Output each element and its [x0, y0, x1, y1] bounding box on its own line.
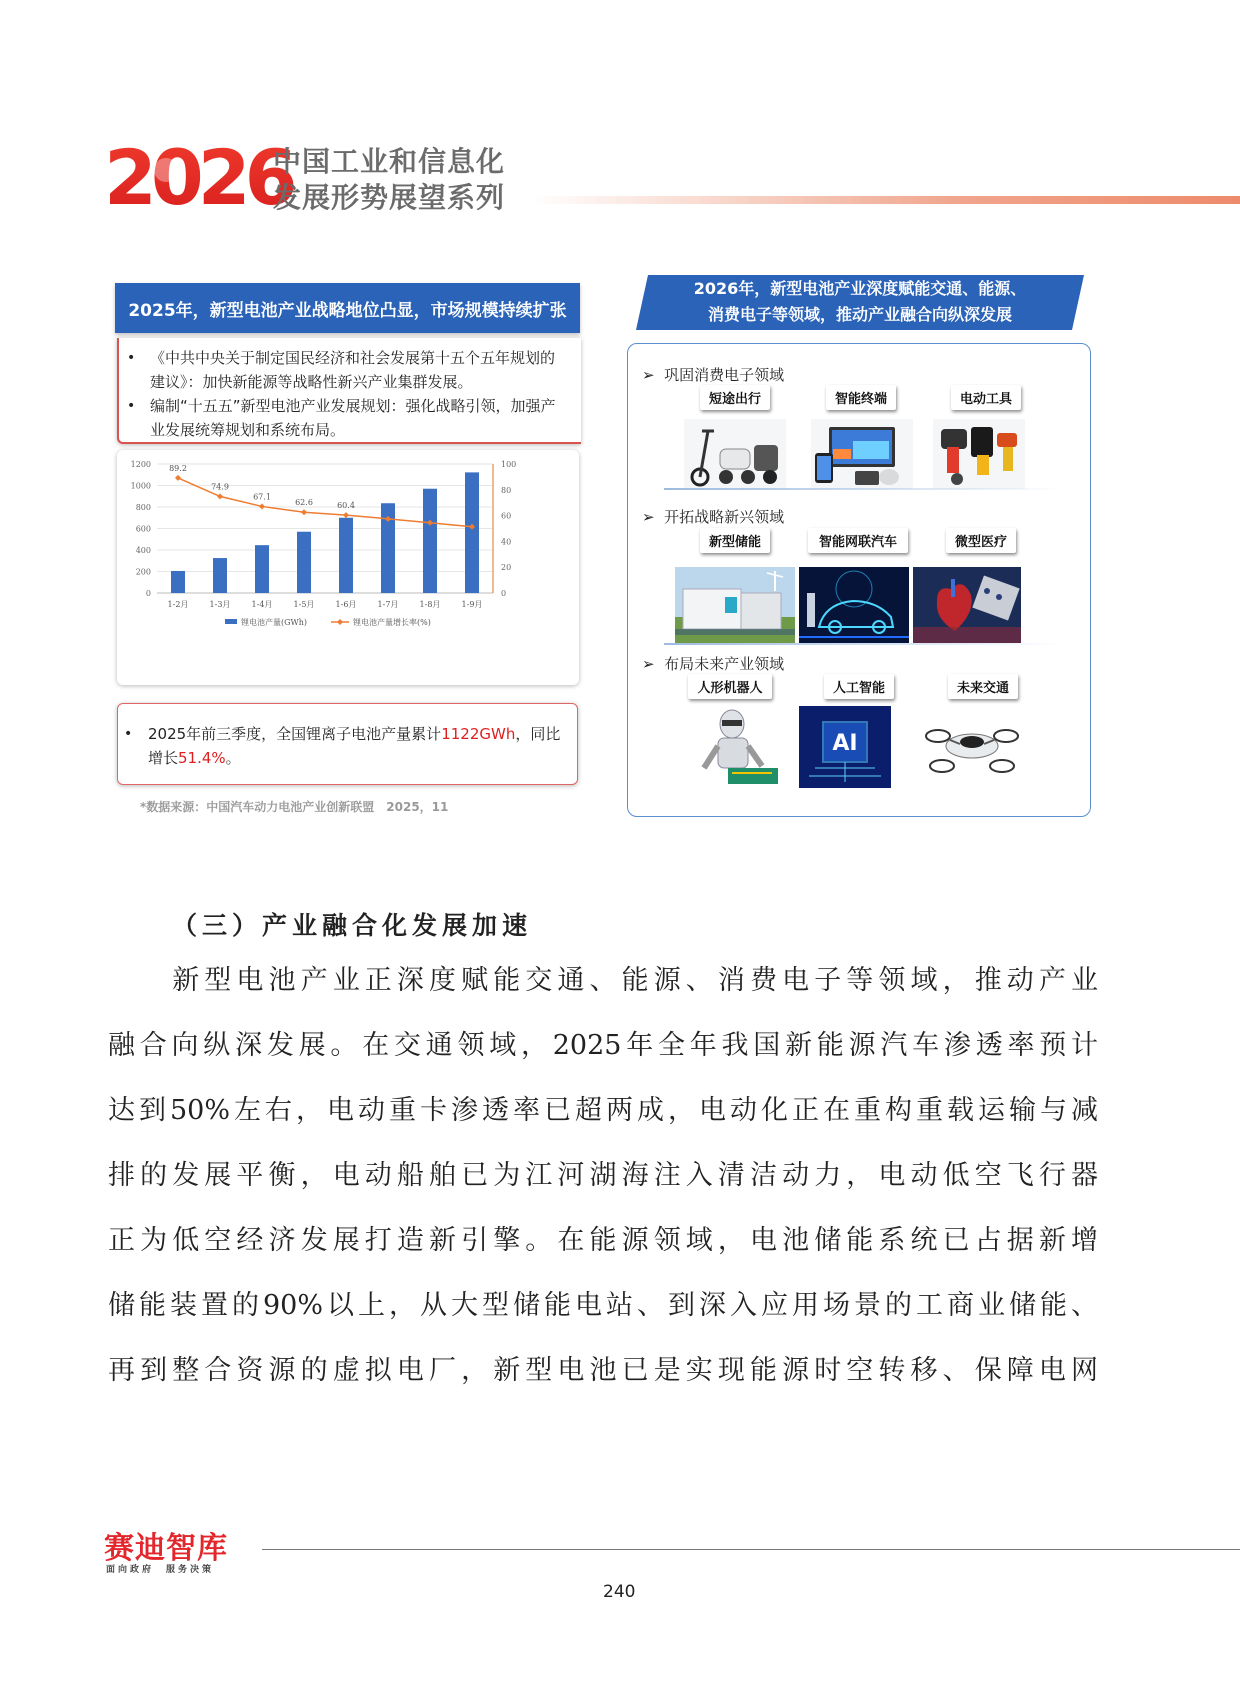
footer-logo: 赛迪智库	[104, 1531, 228, 1566]
chart-y-left-tick: 600	[135, 524, 151, 534]
arrow-bullet-icon: ➢	[642, 655, 655, 673]
paragraph-line: 再到整合资源的虚拟电厂，新型电池已是实现能源时空转移、保障电网	[108, 1355, 1098, 1386]
e-scooter-image	[684, 419, 786, 489]
section-future-industry-title: ➢ 布局未来产业领域	[642, 655, 785, 673]
ai-chip-label: AI	[832, 731, 858, 756]
chart-y-right-tick: 80	[501, 485, 512, 495]
chart-data-label: 60.4	[337, 501, 355, 511]
chart-bar	[255, 545, 269, 593]
right-banner-line2: 消费电子等领域，推动产业融合向纵深发展	[707, 305, 1012, 324]
series-title-line1: 中国工业和信息化	[273, 145, 506, 178]
chart-y-left-tick: 200	[135, 567, 151, 577]
humanoid-robot-image	[692, 706, 782, 788]
stat-line2-prefix: 增长	[148, 749, 179, 767]
smart-devices-image	[811, 419, 913, 489]
section-consumer-electronics-title: ➢ 巩固消费电子领域	[642, 366, 785, 384]
applications-frame	[627, 343, 1091, 817]
chip-humanoid-robot: 人形机器人	[688, 674, 772, 699]
paragraph-line: 储能装置的90%以上，从大型储能电站、到深入应用场景的工商业储能、	[108, 1290, 1098, 1321]
section-divider	[664, 488, 1064, 490]
chip-new-energy-storage: 新型储能	[700, 528, 770, 553]
chart-data-label: 62.6	[295, 498, 313, 508]
battery-output-chart	[117, 450, 579, 685]
stat-text	[148, 722, 568, 770]
ai-chip-image	[799, 706, 891, 788]
chart-data-label: 67.1	[253, 492, 271, 502]
chart-x-tick: 1-6月	[335, 600, 357, 609]
chart-bar	[297, 532, 311, 593]
chart-data-label: 74.9	[211, 482, 229, 492]
chart-legend-bar-label: 锂电池产量(GWh)	[241, 618, 308, 627]
chart-y-right-tick: 100	[501, 460, 517, 469]
arrow-bullet-icon: ➢	[642, 366, 655, 384]
chip-connected-vehicle: 智能网联汽车	[808, 528, 908, 553]
stat-prefix: 2025年前三季度，全国锂离子电池产量累计	[148, 725, 442, 743]
chart-y-left-tick: 400	[135, 546, 151, 555]
paragraph-line: 正为低空经济发展打造新引擎。在能源领域，电池储能系统已占据新增	[108, 1225, 1098, 1256]
section-heading: （三）产业融合化发展加速	[172, 911, 533, 940]
footer-slogan: 面向政府 服务决策	[106, 1565, 215, 1575]
power-tools-image	[933, 419, 1025, 489]
chart-data-label: 89.2	[169, 463, 187, 473]
connected-car-image	[799, 567, 909, 643]
chart-x-tick: 1-4月	[251, 600, 273, 609]
policy-bullet-line: 业发展统筹规划和系统布局。	[150, 421, 346, 439]
flying-vehicle-image	[922, 706, 1022, 788]
paragraph-line: 新型电池产业正深度赋能交通、能源、消费电子等领域，推动产业	[108, 965, 1098, 996]
chart-x-tick: 1-5月	[293, 600, 315, 609]
chart-growth-point	[217, 493, 223, 499]
chart-y-right-tick: 60	[501, 511, 512, 521]
logo-year-text: 2026	[104, 133, 292, 222]
paragraph-line: 融合向纵深发展。在交通领域，2025年全年我国新能源汽车渗透率预计	[108, 1030, 1098, 1061]
stat-middle: ，同比	[515, 725, 561, 743]
chart-growth-point	[343, 512, 349, 518]
header-gradient-rule	[530, 196, 1240, 204]
chart-legend-line-marker	[337, 619, 343, 625]
chart-bar	[171, 571, 185, 593]
chart-x-tick: 1-3月	[209, 600, 231, 609]
chart-bar	[465, 472, 479, 593]
right-banner-line1: 2026年，新型电池产业深度赋能交通、能源、	[693, 279, 1027, 298]
chip-future-transport: 未来交通	[948, 674, 1018, 699]
chip-artificial-intelligence: 人工智能	[824, 674, 894, 699]
stat-growth-value: 51.4%	[178, 749, 226, 767]
chart-y-right-tick: 40	[501, 537, 512, 547]
logo-2026	[104, 133, 292, 222]
data-source-note: *数据来源：中国汽车动力电池产业创新联盟 2025，11	[140, 800, 449, 814]
chip-short-trip: 短途出行	[700, 385, 770, 410]
chip-micro-medical: 微型医疗	[946, 528, 1016, 553]
chart-legend-bar-swatch	[225, 619, 237, 624]
policy-bullet-line: 建议》：加快新能源等战略性新兴产业集群发展。	[150, 373, 473, 391]
chart-y-left-tick: 1200	[130, 460, 151, 469]
chart-x-tick: 1-2月	[167, 600, 189, 609]
chart-y-left-tick: 800	[135, 503, 151, 512]
chart-x-tick: 1-9月	[461, 600, 483, 609]
section-strategic-emerging-title: ➢ 开拓战略新兴领域	[642, 508, 785, 526]
paragraph-line: 排的发展平衡，电动船舶已为江河湖海注入清洁动力，电动低空飞行器	[108, 1160, 1098, 1191]
chart-bar	[339, 518, 353, 593]
chart-y-left-tick: 0	[145, 589, 151, 598]
right-panel-banner	[660, 276, 1060, 328]
chart-growth-point	[175, 475, 181, 481]
chart-y-right-tick: 20	[501, 563, 512, 573]
page-number: 240	[603, 1582, 636, 1602]
chart-growth-point	[301, 509, 307, 515]
stat-bullet-dot: •	[124, 726, 133, 742]
footer-rule	[262, 1549, 1240, 1550]
arrow-bullet-icon: ➢	[642, 508, 655, 526]
policy-bullet-line: 编制“十五五”新型电池产业发展规划：强化战略引领，加强产	[150, 397, 556, 415]
stat-suffix: 。	[225, 749, 241, 767]
paragraph-line: 达到50%左右，电动重卡渗透率已超两成，电动化正在重构重载运输与减	[108, 1095, 1098, 1126]
left-panel-banner: 2025年，新型电池产业战略地位凸显，市场规模持续扩张	[115, 283, 580, 333]
chip-smart-terminal: 智能终端	[826, 385, 896, 410]
chart-x-tick: 1-7月	[377, 600, 399, 609]
section-divider	[664, 643, 1064, 645]
chart-x-tick: 1-8月	[419, 600, 441, 609]
chip-power-tools: 电动工具	[951, 385, 1021, 410]
chart-growth-point	[259, 503, 265, 509]
chart-y-left-tick: 1000	[130, 481, 151, 491]
series-title-line2: 发展形势展望系列	[273, 181, 506, 214]
medical-image	[913, 567, 1021, 643]
energy-storage-image	[675, 567, 795, 643]
chart-bar	[423, 489, 437, 593]
policy-bullet-line: 《中共中央关于制定国民经济和社会发展第十五个五年规划的	[150, 349, 556, 367]
chart-bar	[213, 558, 227, 593]
policy-box: • 《中共中央关于制定国民经济和社会发展第十五个五年规划的 建议》：加快新能源等战略性新兴产业集群发展。 • 编制“十五五”新型电池产业发展规划：强化战略引领，加强产 业发展统筹规划和系统布局。	[117, 338, 581, 444]
chart-legend-line-label: 锂电池产量增长率(%)	[353, 618, 431, 627]
stat-output-value: 1122GWh	[441, 725, 516, 743]
chart-y-right-tick: 0	[501, 589, 507, 598]
